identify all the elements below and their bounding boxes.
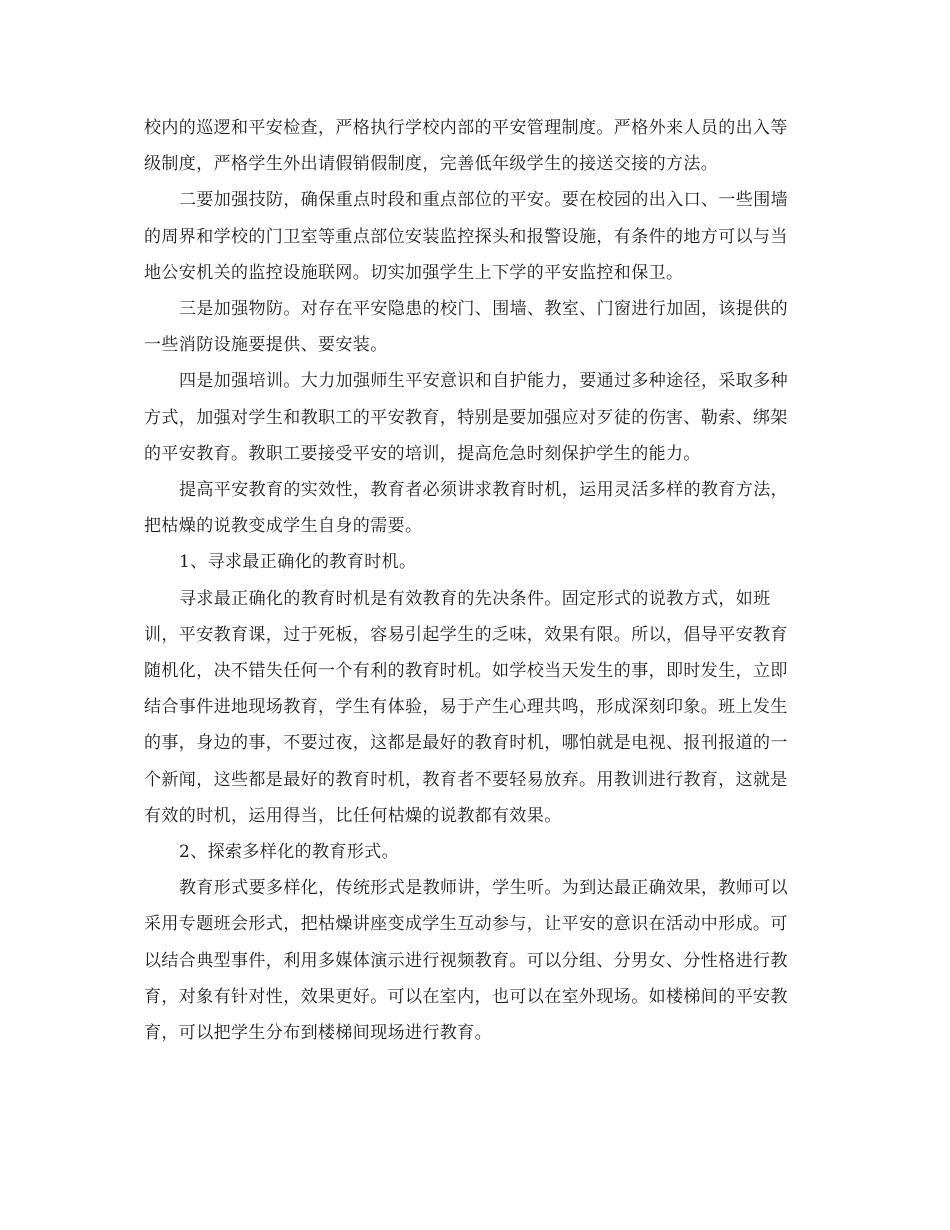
section-heading-1: 1、寻求最正确化的教育时机。	[179, 552, 417, 573]
paragraph-6: 寻求最正确化的教育时机是有效教育的先决条件。固定形式的说教方式，如班训，平安教育课，过于死板，容易引起学生的乏味，效果有限。所以，倡导平安教育随机化，决不错失任何一个有利的教育时机。如学校当天发生的事，即时发生，立即结合事件进地现场教育，学生有体验，易于产生心理共鸣，形成深刻印象。班上发生的事，身边的事，不要过夜，这都是最好的教育时机，哪怕就是电视、报刊报道的一个新闻，这些都是最好的教育时机，教育者不要轻易放弃。用教训进行教育，这就是有效的时机，运用得当，比任何枯燥的说教都有效果。	[144, 588, 788, 826]
paragraph-7: 教育形式要多样化，传统形式是教师讲，学生听。为到达最正确效果，教师可以采用专题班会形式，把枯燥讲座变成学生互动参与，让平安的意识在活动中形成。可以结合典型事件，利用多媒体演示进行视频教育。可以分组、分男女、分性格进行教育，对象有针对性，效果更好。可以在室内，也可以在室外现场。如楼梯间的平安教育，可以把学生分布到楼梯间现场进行教育。	[144, 878, 788, 1044]
paragraph-4: 四是加强培训。大力加强师生平安意识和自护能力，要通过多种途径，采取多种方式，加强对学生和教职工的平安教育，特别是要加强应对歹徒的伤害、勒索、绑架的平安教育。教职工要接受平安的培训，提高危急时刻保护学生的能力。	[144, 371, 788, 464]
section-heading-2: 2、探索多样化的教育形式。	[179, 842, 400, 863]
document-body	[144, 110, 804, 1051]
paragraph-5: 提高平安教育的实效性，教育者必须讲求教育时机，运用灵活多样的教育方法，把枯燥的说教变成学生自身的需要。	[144, 480, 788, 537]
paragraph-1: 校内的巡逻和平安检查，严格执行学校内部的平安管理制度。严格外来人员的出入等级制度，严格学生外出请假销假制度，完善低年级学生的接送交接的方法。	[144, 118, 788, 175]
paragraph-3: 三是加强物防。对存在平安隐患的校门、围墙、教室、门窗进行加固，该提供的一些消防设施要提供、要安装。	[144, 299, 788, 356]
paragraph-2: 二要加强技防，确保重点时段和重点部位的平安。要在校园的出入口、一些围墙的周界和学校的门卫室等重点部位安装监控探头和报警设施，有条件的地方可以与当地公安机关的监控设施联网。切实加强学生上下学的平安监控和保卫。	[144, 190, 788, 283]
